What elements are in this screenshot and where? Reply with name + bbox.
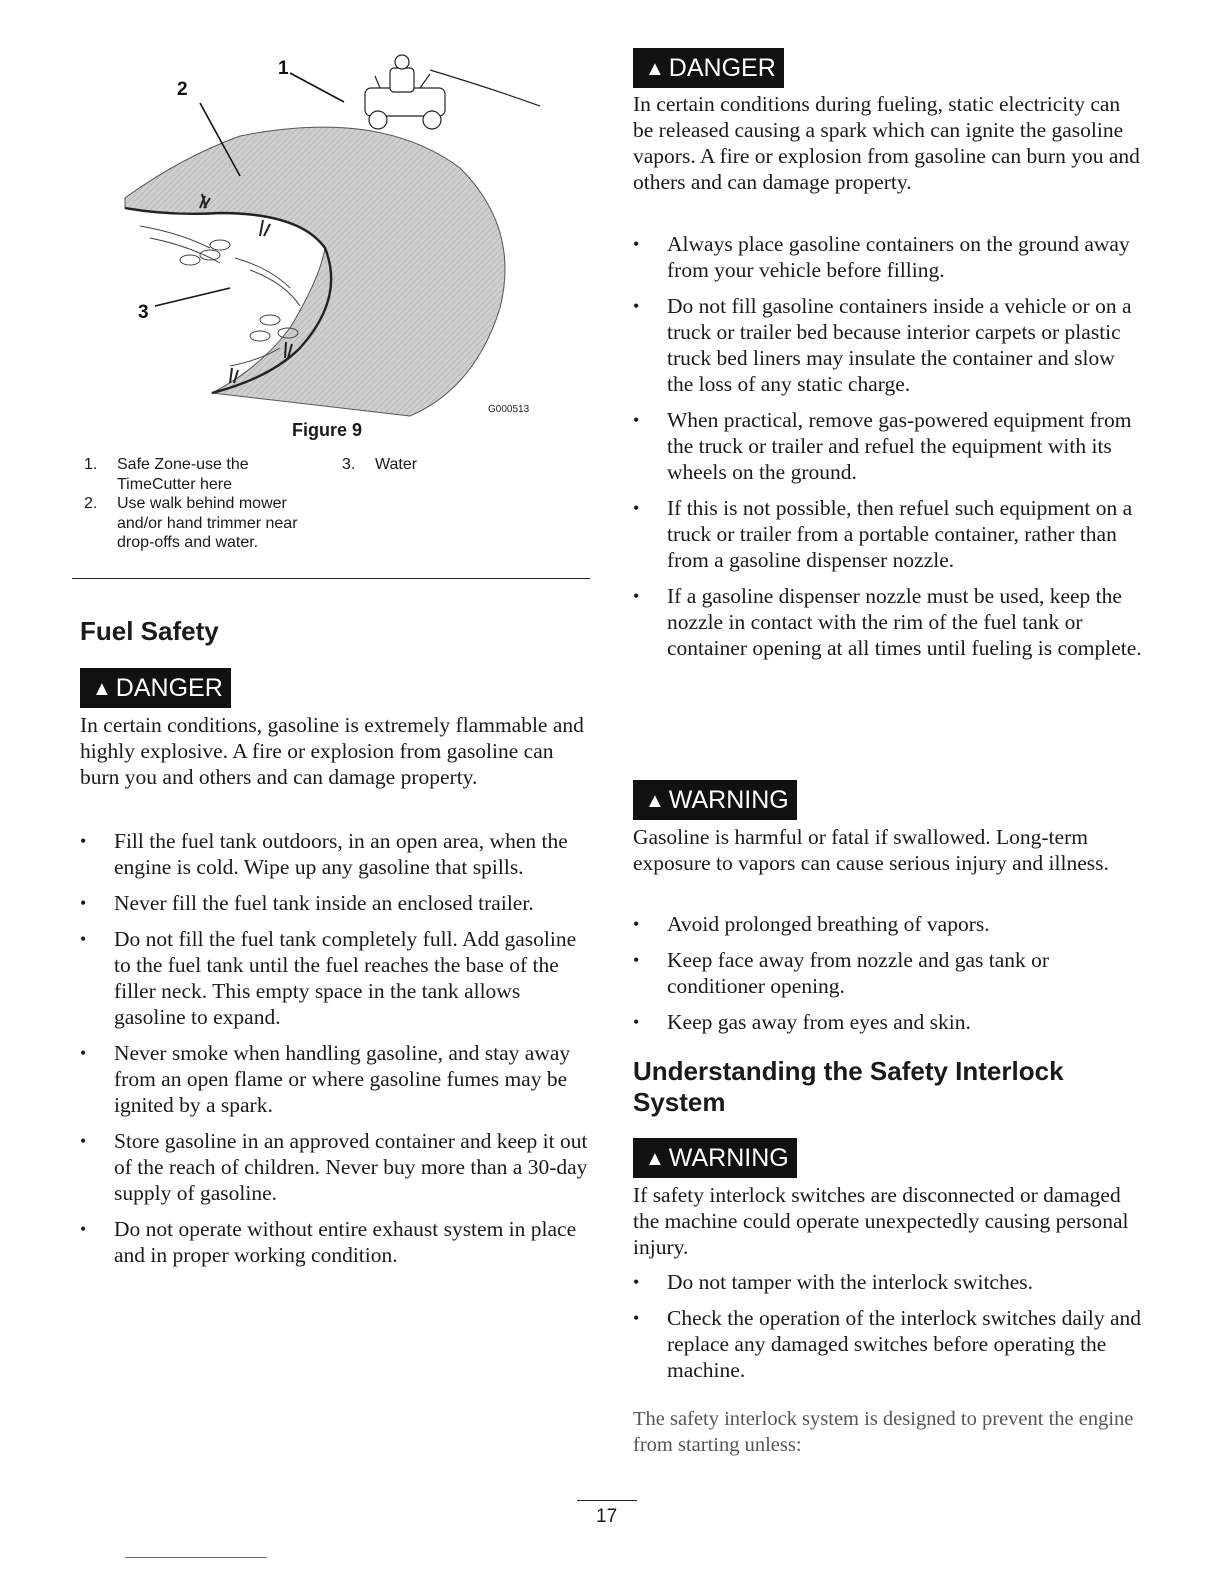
section-divider	[72, 578, 590, 579]
interlock-warning-list	[633, 1269, 1145, 1393]
list-item: • Do not fill gasoline containers inside a vehicle or on a truck or trailer bed because interior carpets or plastic truck bed liners may insulate the container and slow the loss of any static charge.	[633, 293, 1145, 397]
fuel-danger-intro: In certain conditions, gasoline is extremely flammable and highly explosive. A fire or explosion from gasoline can burn you and others and can damage property.	[80, 713, 584, 789]
list-item: • Do not operate without entire exhaust system in place and in proper working condition.	[80, 1216, 595, 1268]
list-item: • Do not tamper with the interlock switches.	[633, 1269, 1145, 1295]
list-item: • Keep gas away from eyes and skin.	[633, 1009, 1145, 1035]
interlock-warning-intro: If safety interlock switches are disconnected or damaged the machine could operate unexpectedly causing personal injury.	[633, 1183, 1129, 1259]
list-item: • When practical, remove gas-powered equipment from the truck or trailer and refuel the equipment with its wheels on the ground.	[633, 407, 1145, 485]
danger-label	[80, 668, 231, 708]
warning-triangle-icon: ▲	[92, 678, 112, 700]
callout-1: 1	[278, 58, 289, 79]
callout-3: 3	[138, 302, 149, 323]
static-danger-label	[633, 48, 784, 88]
legend-text: Safe Zone-use the TimeCutter here	[117, 456, 249, 493]
legend-item	[84, 455, 327, 494]
list-item: • Do not fill the fuel tank completely full. Add gasoline to the fuel tank until the fuel reaches the base of the filler neck. This empty space in the tank allows gasoline to expand.	[80, 926, 595, 1030]
figure-title: Figure 9	[292, 420, 363, 440]
static-danger-list	[633, 231, 1145, 671]
list-item: • Avoid prolonged breathing of vapors.	[633, 911, 1145, 937]
interlock-body-text: The safety interlock system is designed to prevent the engine from starting unless:	[633, 1408, 1134, 1456]
legend-text: Water	[375, 456, 418, 473]
warning-label-text: WARNING	[668, 1144, 789, 1172]
legend-num: 1.	[84, 456, 98, 473]
static-danger-intro: In certain conditions during fueling, static electricity can be released causing a spark which can ignite the gasoline vapors. A fire or explosion from gasoline can burn you and others and can damage property.	[633, 92, 1140, 194]
danger-label-text: DANGER	[668, 54, 776, 82]
list-item: • Store gasoline in an approved container and keep it out of the reach of children. Never buy more than a 30-day supply of gasoline.	[80, 1128, 595, 1206]
gas-warning-label	[633, 780, 797, 820]
legend-num: 3.	[342, 456, 356, 473]
figure-code: G000513	[488, 404, 530, 415]
warning-triangle-icon: ▲	[645, 58, 665, 80]
interlock-warning-label	[633, 1138, 797, 1178]
safe-zone-shape	[125, 127, 505, 416]
riding-mower-icon	[365, 55, 445, 129]
warning-triangle-icon: ▲	[645, 1148, 665, 1170]
warning-triangle-icon: ▲	[645, 790, 665, 812]
page-number: 17	[596, 1506, 618, 1527]
callout-2: 2	[177, 79, 188, 100]
list-item: • If this is not possible, then refuel such equipment on a truck or trailer from a portable container, rather than from a gasoline dispenser nozzle.	[633, 495, 1145, 573]
legend-item	[342, 455, 475, 475]
interlock-heading: Understanding the Safety Interlock System	[633, 1056, 1064, 1117]
danger-label-text: DANGER	[115, 674, 223, 702]
figure-9-illustration	[120, 48, 540, 428]
list-item: • Never fill the fuel tank inside an enclosed trailer.	[80, 890, 595, 916]
slope-water-diagram	[120, 48, 540, 428]
gas-warning-list	[633, 911, 1145, 1045]
fuel-safety-heading: Fuel Safety	[80, 616, 219, 646]
list-item: • Keep face away from nozzle and gas tank or conditioner opening.	[633, 947, 1145, 999]
list-item: • Always place gasoline containers on the ground away from your vehicle before filling.	[633, 231, 1145, 283]
list-item: • Fill the fuel tank outdoors, in an open area, when the engine is cold. Wipe up any gasoline that spills.	[80, 828, 595, 880]
fuel-danger-list	[80, 828, 595, 1278]
legend-item	[84, 494, 327, 553]
legend-num: 2.	[84, 495, 98, 512]
page-number-rule	[577, 1500, 637, 1501]
list-item: • Check the operation of the interlock switches daily and replace any damaged switches before operating the machine.	[633, 1305, 1145, 1383]
legend-text: Use walk behind mower and/or hand trimmer near drop-offs and water.	[117, 495, 298, 551]
warning-label-text: WARNING	[668, 786, 789, 814]
list-item: • Never smoke when handling gasoline, and stay away from an open flame or where gasoline fumes may be ignited by a spark.	[80, 1040, 595, 1118]
gas-warning-intro: Gasoline is harmful or fatal if swallowed. Long-term exposure to vapors can cause serious injury and illness.	[633, 825, 1109, 875]
footer-line	[125, 1557, 267, 1558]
list-item: • If a gasoline dispenser nozzle must be used, keep the nozzle in contact with the rim of the fuel tank or container opening at all times until fueling is complete.	[633, 583, 1145, 661]
